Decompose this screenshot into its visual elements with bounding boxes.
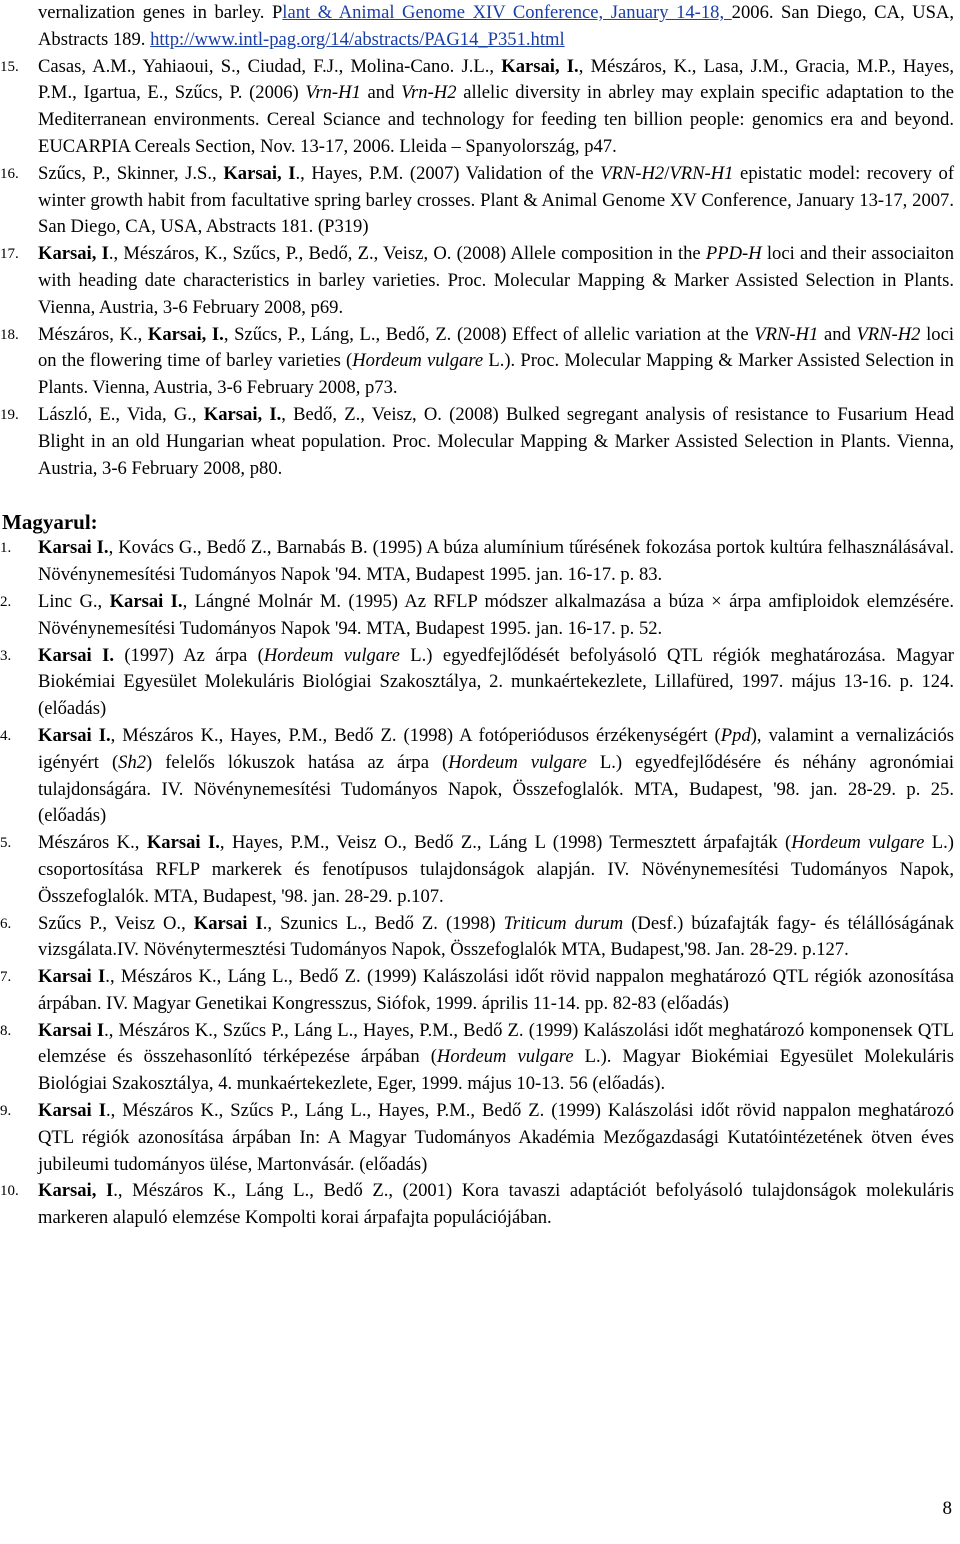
reference-item: [0, 1018, 960, 1098]
italic-term: Hordeum vulgare: [352, 350, 484, 372]
reference-number: 7.: [0, 969, 12, 986]
section-heading-magyarul: Magyarul:: [2, 510, 98, 535]
reference-number: 2.: [0, 593, 12, 610]
italic-term: Hordeum vulgare: [791, 832, 925, 854]
reference-text: epistatic model: recovery of winter growth habit from facultative spring barley crosses. Plant & Animal Genome XV Conference, January 13-17, 2007. San Diego, CA, USA, Abstracts 181. (P319): [38, 162, 955, 238]
reference-text: Casas, A.M., Yahiaoui, S., Ciudad, F.J., Molina-Cano. J.L.,: [38, 55, 502, 77]
author-highlight: Karsai I: [193, 912, 263, 934]
italic-term: VRN-H1: [754, 323, 819, 345]
author-highlight: Karsai I.: [38, 724, 111, 746]
reference-number: 15.: [0, 58, 19, 75]
reference-text: L.) egyedfejlődését befolyásoló QTL régiók meghatározása. Magyar Biokémiai Egyesület Molekuláris Biológiai Szakosztálya, 2. munkaértekezlete, Lillafüred, 1997. május 13-16. p. 124. (előadás): [38, 644, 954, 720]
reference-text: L.). Proc. Molecular Mapping & Marker Assisted Selection in Plants. Vienna, Austria, 3-6 February 2008, p73.: [38, 350, 954, 399]
reference-text: Mészáros K.,: [38, 832, 147, 854]
reference-item: [0, 1178, 960, 1232]
reference-text: loci and their associaiton with heading date characteristics in barley varieties. Proc. Molecular Mapping & Marker Assisted Selection in Plants. Vienna, Austria, 3-6 February 2008, p69.: [38, 243, 954, 318]
author-highlight: Karsai I.: [146, 832, 220, 854]
italic-term: Hordeum vulgare: [263, 644, 400, 666]
author-highlight: Karsai I: [38, 1100, 106, 1122]
reference-text: Linc G.,: [38, 590, 110, 612]
reference-item: [0, 402, 960, 482]
reference-number: 5.: [0, 835, 12, 852]
reference-text: , Lángné Molnár M. (1995) Az RFLP módszer alkalmazása a búza × árpa amfiploidok elemzésére. Növénynemesítési Tudományos Napok '94. MTA, Budapest 1995. jan. 16-17. p. 52.: [38, 590, 954, 639]
conference-link[interactable]: lant & Animal Genome XIV Conference, January 14-18,: [282, 2, 732, 23]
reference-number: 3.: [0, 647, 12, 664]
reference-text: , Bedő, Z., Veisz, O. (2008) Bulked segregant analysis of resistance to Fusarium Head Blight in an old Hungarian wheat population. Proc. Molecular Mapping & Marker Assisted Selection in Plants. Vienna, Austria, 3-6 February 2008, p80.: [38, 403, 955, 479]
reference-number: 1.: [0, 540, 12, 557]
reference-number: 17.: [0, 246, 19, 263]
reference-continuation: [0, 0, 960, 54]
reference-text: L.) egyedfejlődésére és néhány agronómiai tulajdonságára. IV. Növénynemesítési Tudományos Napok, Összefoglalók. MTA, Budapest, '98. jan. 28-29. p. 25. (előadás): [38, 751, 955, 827]
reference-number: 6.: [0, 915, 12, 932]
reference-text: (1997) Az árpa (: [113, 644, 264, 666]
author-highlight: Karsai, I: [38, 1180, 114, 1202]
italic-term: VRN-H2: [600, 162, 665, 184]
author-highlight: Karsai, I.: [501, 55, 579, 77]
reference-text: ., Mészáros K., Szűcs P., Láng L., Hayes, P.M., Bedő Z. (1999) Kalászolási időt rövid nappalon meghatározó QTL régiók azonosítása árpában In: A Magyar Tudományos Akadémia Mezőgazdasági Kutatóintézetének ötven éves jubileumi tudományos ülése, Martonvásár. (előadás): [38, 1100, 954, 1175]
page-number: 8: [942, 1498, 952, 1519]
abstract-url-link[interactable]: http://www.intl-pag.org/14/abstracts/PAG14_P351.html: [150, 28, 565, 50]
reference-item: [0, 589, 960, 643]
reference-text: ., Mészáros K., Láng L., Bedő Z., (2001) Kora tavaszi adaptációt befolyásoló tulajdonságok molekuláris markeren alapuló elemzése Kompolti korai árpafajta populációjában.: [38, 1180, 954, 1229]
reference-text: , Mészáros K., Hayes, P.M., Bedő Z. (1998) A fotóperiódusos érzékenységért (: [110, 724, 721, 746]
continuation-text-a: vernalization genes in barley. P: [38, 2, 283, 23]
reference-item: [0, 241, 960, 321]
reference-text: , Hayes, P.M., Veisz O., Bedő Z., Láng L (1998) Termesztett árpafajták (: [219, 832, 792, 854]
reference-text: Szűcs, P., Skinner, J.S.,: [38, 162, 224, 184]
italic-term: VRN-H2: [856, 323, 921, 345]
reference-item: [0, 54, 960, 161]
reference-text: ., Hayes, P.M. (2007) Validation of the: [295, 162, 601, 184]
reference-text: ., Szunics L., Bedő Z. (1998): [262, 912, 504, 934]
reference-text: loci on the flowering time of barley varieties (: [38, 323, 955, 372]
italic-term: Hordeum vulgare: [436, 1046, 574, 1068]
author-highlight: Karsai I.: [109, 590, 183, 612]
reference-item: [0, 535, 960, 589]
reference-item: [0, 161, 960, 241]
reference-item: [0, 723, 960, 830]
reference-item: [0, 830, 960, 910]
reference-text: ) felelős lókuszok hatása az árpa (: [146, 751, 449, 773]
author-highlight: Karsai, I.: [203, 403, 282, 425]
reference-text: László, E., Vida, G.,: [38, 403, 204, 425]
reference-item: [0, 322, 960, 402]
italic-term: Vrn-H2: [401, 82, 457, 104]
reference-text: /: [664, 162, 670, 184]
reference-text: ., Mészáros, K., Szűcs, P., Bedő, Z., Veisz, O. (2008) Allele composition in the: [108, 243, 706, 265]
reference-text: , Kovács G., Bedő Z., Barnabás B. (1995) A búza alumínium tűrésének fokozása portok kultúra felhasználásával. Növénynemesítési Tudományos Napok '94. MTA, Budapest 1995. jan. 16-17. p. 83.: [38, 537, 954, 586]
reference-item: [0, 643, 960, 723]
reference-text: , Szűcs, P., Láng, L., Bedő, Z. (2008) Effect of allelic variation at the: [223, 323, 755, 345]
reference-text: L.). Magyar Biokémiai Egyesület Molekuláris Biológiai Szakosztálya, 4. munkaértekezlete, Eger, 1999. május 10-13. 56 (előadás).: [38, 1046, 954, 1095]
reference-item: [0, 964, 960, 1018]
reference-text: ., Mészáros K., Szűcs P., Láng L., Hayes, P.M., Bedő Z. (1999) Kalászolási időt meghatározó komponensek QTL elemzése és összehasonlító térképezése árpában (: [38, 1019, 954, 1068]
reference-item: [0, 911, 960, 965]
reference-number: 8.: [0, 1022, 12, 1039]
italic-term: Ppd: [720, 724, 751, 746]
reference-text: Szűcs P., Veisz O.,: [38, 912, 194, 934]
author-highlight: Karsai I.: [38, 644, 114, 666]
italic-term: Sh2: [118, 751, 147, 773]
italic-term: PPD-H: [705, 243, 762, 265]
reference-text: ., Mészáros K., Láng L., Bedő Z. (1999) Kalászolási időt rövid nappalon meghatározó QTL régiók azonosítása árpában. IV. Magyar Genetikai Kongresszus, Siófok, 1999. április 11-14. pp. 82-83 (előadás): [38, 966, 954, 1014]
continuation-text-b: 2006. San Diego, CA, USA, Abstracts 189.: [38, 2, 955, 50]
author-highlight: Karsai, I: [38, 243, 109, 265]
reference-text: , Mészáros, K., Lasa, J.M., Gracia, M.P., Hayes, P.M., Igartua, E., Szűcs, P. (2006): [38, 55, 954, 104]
italic-term: Triticum durum: [503, 912, 624, 934]
italic-term: Vrn-H1: [305, 82, 361, 104]
reference-number: 18.: [0, 326, 19, 343]
reference-text: Mészáros, K.,: [38, 323, 148, 345]
reference-text: and: [818, 323, 857, 345]
reference-number: 16.: [0, 165, 19, 182]
reference-text: L.) csoportosítása RFLP markerek és fenotípusos tulajdonságok alapján. IV. Növénynemesítési Tudományos Napok, Összefoglalók. MTA, Budapest, '98. jan. 28-29. p.107.: [38, 832, 954, 907]
hungarian-reference-list: [0, 535, 960, 1232]
reference-number: 10.: [0, 1183, 19, 1200]
reference-text: ), valamint a vernalizációs igényért (: [38, 724, 954, 773]
italic-term: VRN-H1: [669, 162, 734, 184]
reference-text: and: [360, 82, 402, 104]
author-highlight: Karsai I.: [38, 537, 109, 559]
english-reference-list: [0, 54, 960, 483]
reference-text: allelic diversity in abrley may explain specific adaptation to the Mediterranean environments. Cereal Sciance and technology for feeding ten billion people: genomics era and beyond. EUCARPIA Cereals Section, Nov. 13-17, 2006. Lleida – Spanyolország, p47.: [38, 82, 954, 157]
author-highlight: Karsai, I.: [147, 323, 224, 345]
author-highlight: Karsai, I: [223, 162, 296, 184]
reference-number: 9.: [0, 1103, 12, 1120]
author-highlight: Karsai I: [38, 1019, 105, 1041]
reference-number: 4.: [0, 727, 12, 744]
reference-item: [0, 1098, 960, 1178]
reference-text: (Desf.) búzafajták fagy- és télállóságának vizsgálata.IV. Növénytermesztési Tudományos Napok, Összefoglalók MTA, Budapest,'98. Jan. 28-29. p.127.: [38, 912, 954, 961]
author-highlight: Karsai I: [38, 966, 106, 988]
reference-number: 19.: [0, 406, 19, 423]
italic-term: Hordeum vulgare: [448, 751, 587, 773]
